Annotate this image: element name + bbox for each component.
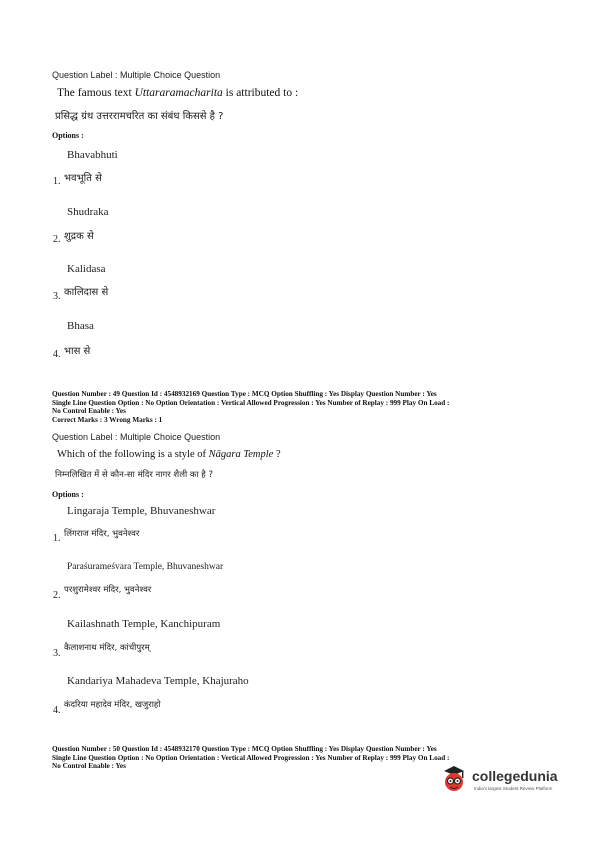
logo-tagline: India's largest Student Review Platform — [474, 786, 553, 791]
question-metadata — [52, 390, 592, 424]
question-text-prefix: Which of the following is a style of — [57, 449, 209, 460]
option-1-number: 1. — [53, 176, 61, 187]
question-text-hindi: निम्नलिखित में से कौन-सा मंदिर नागर शैली का है ? — [55, 470, 214, 480]
option-3-number: 3. — [53, 291, 61, 302]
option-4-hindi: कंदरिया महादेव मंदिर, खजुराहो — [64, 700, 161, 710]
metadata-line: Question Number : 49 Question Id : 4548932169 Question Type : MCQ Option Shuffling : Yes Display Question Number : Yes — [52, 390, 437, 398]
option-1-english: Lingaraja Temple, Bhuvaneshwar — [67, 505, 216, 517]
option-2-english: Paraśurameśvara Temple, Bhuvaneshwar — [67, 562, 224, 572]
question-label: Question Label : Multiple Choice Question — [52, 70, 221, 80]
option-1-hindi: भवभूति से — [64, 173, 102, 184]
metadata-line: Single Line Question Option : No Option Orientation : Vertical Allowed Progression : Yes Number of Replay : 999 Play On Load : — [52, 398, 450, 407]
question-text — [57, 449, 281, 460]
option-3-hindi: कालिदास से — [64, 287, 109, 298]
option-2-hindi: शुद्रक से — [64, 231, 94, 242]
collegedunia-logo — [438, 762, 588, 802]
option-1-number: 1. — [53, 533, 61, 544]
metadata-line: No Control Enable : Yes — [52, 762, 126, 771]
metadata-line: Single Line Question Option : No Option Orientation : Vertical Allowed Progression : Yes Number of Replay : 999 Play On Load : — [52, 753, 450, 762]
option-4-number: 4. — [53, 705, 61, 716]
metadata-line: No Control Enable : Yes — [52, 407, 126, 416]
option-3-number: 3. — [53, 648, 61, 659]
question-text — [57, 87, 298, 99]
question-text-italic: Uttararamacharita — [134, 87, 223, 99]
option-4-english: Bhasa — [67, 320, 94, 332]
option-3-english: Kalidasa — [67, 263, 106, 275]
question-text-suffix: ? — [273, 449, 281, 460]
options-heading: Options : — [52, 131, 84, 140]
option-2-english: Shudraka — [67, 206, 109, 218]
collegedunia-mascot-icon — [438, 764, 470, 796]
option-4-english: Kandariya Mahadeva Temple, Khajuraho — [67, 675, 249, 687]
option-4-number: 4. — [53, 349, 61, 360]
logo-wordmark: collegedunia — [472, 768, 558, 784]
question-text-italic: Nāgara Temple — [208, 449, 274, 460]
option-1-english: Bhavabhuti — [67, 149, 118, 161]
metadata-line: Question Number : 50 Question Id : 4548932170 Question Type : MCQ Option Shuffling : Yes Display Question Number : Yes — [52, 745, 437, 753]
question-text-hindi: प्रसिद्ध ग्रंथ उत्तररामचरित का संबंध किससे है ? — [55, 111, 224, 122]
options-heading: Options : — [52, 490, 84, 499]
option-2-number: 2. — [53, 234, 61, 245]
question-text-suffix: is attributed to : — [222, 87, 299, 99]
option-1-hindi: लिंगराज मंदिर, भुवनेश्वर — [64, 529, 140, 539]
option-3-english: Kailashnath Temple, Kanchipuram — [67, 618, 221, 630]
option-2-hindi: परशुरामेश्वर मंदिर, भुवनेश्वर — [64, 585, 152, 595]
option-4-hindi: भास से — [64, 346, 91, 357]
question-label: Question Label : Multiple Choice Question — [52, 432, 221, 442]
marks-line: Correct Marks : 3 Wrong Marks : 1 — [52, 415, 163, 424]
option-3-hindi: कैलाशनाथ मंदिर, कांचीपुरम् — [64, 643, 150, 653]
question-text-prefix: The famous text — [57, 87, 135, 99]
option-2-number: 2. — [53, 590, 61, 601]
